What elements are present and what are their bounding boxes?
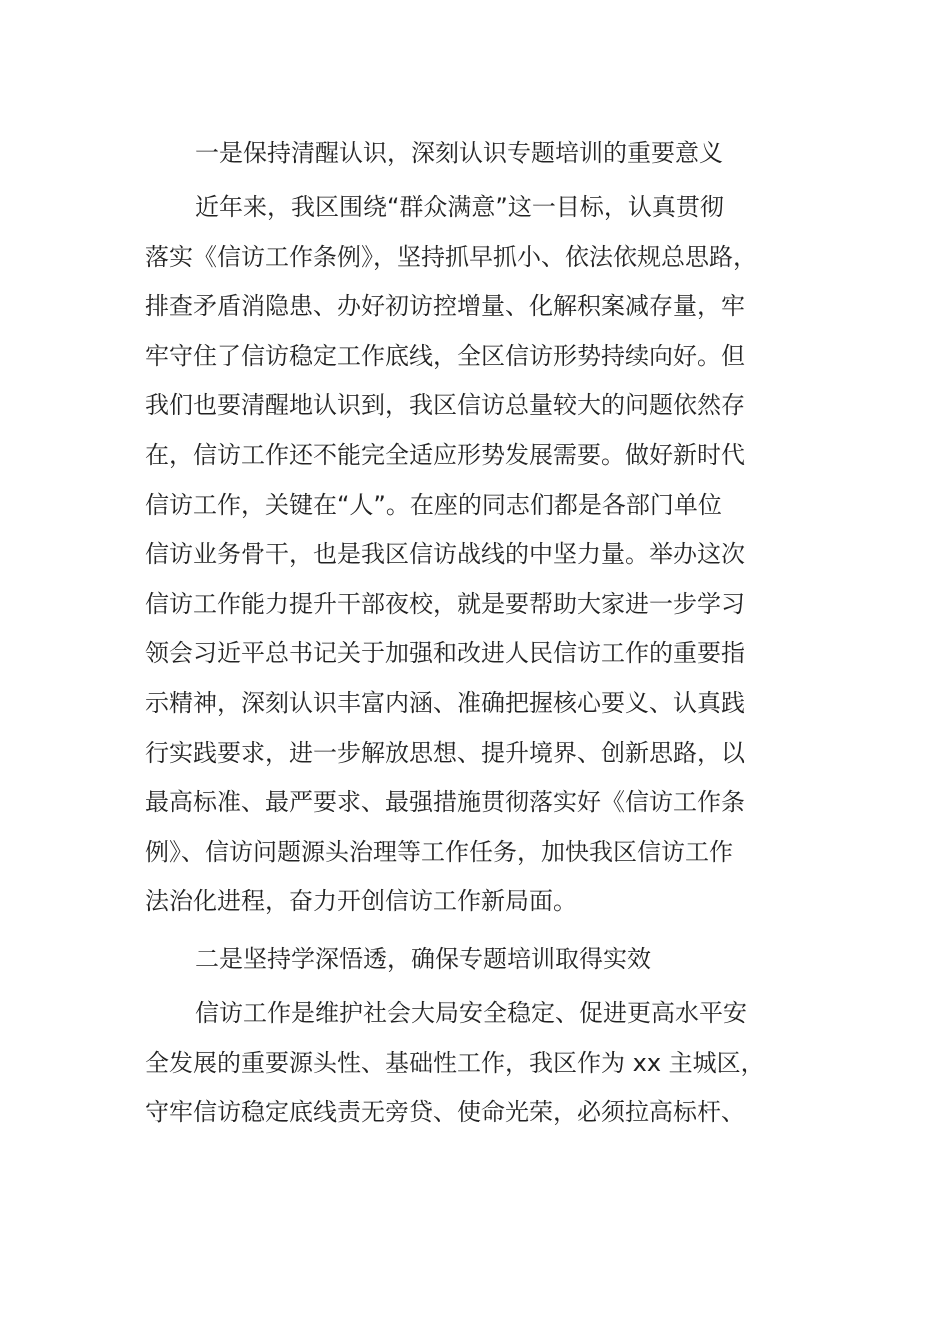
paragraph-line: 排查矛盾消隐患、办好初访控增量、化解积案减存量，牢 — [145, 292, 745, 321]
paragraph-line: 领会习近平总书记关于加强和改进人民信访工作的重要指 — [145, 639, 745, 668]
paragraph-line: 示精神，深刻认识丰富内涵、准确把握核心要义、认真践 — [145, 688, 745, 717]
paragraph-line: 全发展的重要源头性、基础性工作，我区作为 xx 主城区， — [145, 1048, 765, 1077]
document-body — [145, 131, 805, 1150]
paragraph-line: 信访业务骨干，也是我区信访战线的中坚力量。举办这次 — [145, 540, 745, 569]
paragraph-line: 落实《信访工作条例》，坚持抓早抓小、依法依规总思路， — [145, 242, 757, 271]
paragraph-line: 牢守住了信访稳定工作底线，全区信访形势持续向好。但 — [145, 341, 745, 370]
section-heading-1: 一是保持清醒认识，深刻认识专题培训的重要意义 — [195, 139, 723, 167]
paragraph-line: 近年来，我区围绕“群众满意”这一目标，认真贯彻 — [195, 193, 724, 221]
paragraph-line: 例》、信访问题源头治理等工作任务，加快我区信访工作 — [145, 837, 733, 866]
paragraph-2 — [145, 989, 805, 1138]
paragraph-line: 在，信访工作还不能完全适应形势发展需要。做好新时代 — [145, 440, 745, 469]
paragraph-line: 最高标准、最严要求、最强措施贯彻落实好《信访工作条 — [145, 788, 745, 817]
paragraph-line: 法治化进程，奋力开创信访工作新局面。 — [145, 887, 577, 916]
paragraph-line: 守牢信访稳定底线责无旁贷、使命光荣，必须拉高标杆、 — [145, 1098, 745, 1127]
paragraph-line: 我们也要清醒地认识到，我区信访总量较大的问题依然存 — [145, 391, 745, 420]
section-heading-2: 二是坚持学深悟透，确保专题培训取得实效 — [195, 944, 651, 973]
paragraph-1 — [145, 183, 805, 927]
paragraph-line: 信访工作，关键在“人”。在座的同志们都是各部门单位 — [145, 490, 722, 519]
paragraph-line: 信访工作能力提升干部夜校，就是要帮助大家进一步学习 — [145, 589, 745, 618]
paragraph-line: 行实践要求，进一步解放思想、提升境界、创新思路，以 — [145, 738, 745, 767]
paragraph-line: 信访工作是维护社会大局安全稳定、促进更高水平安 — [195, 998, 747, 1027]
